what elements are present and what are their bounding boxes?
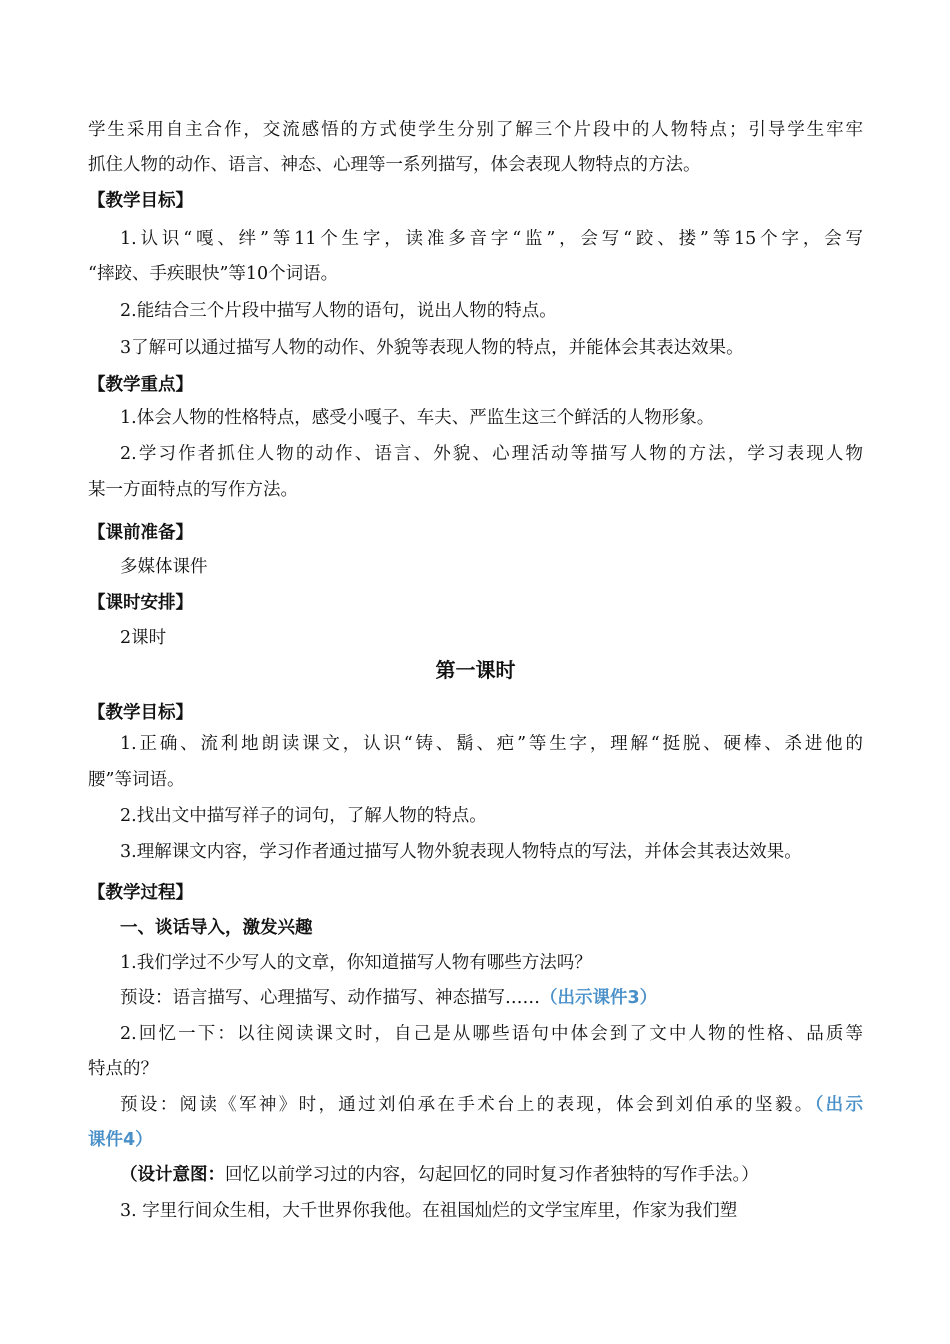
- section-heading-key-points: 【教学重点】: [88, 375, 193, 395]
- design-intent-label: （设计意图：: [120, 1165, 225, 1185]
- process-question: 3. 字里行间众生相，大千世界你我他。在祖国灿烂的文学宝库里，作家为我们塑: [120, 1201, 738, 1221]
- lesson-goal-item: 3.理解课文内容，学习作者通过描写人物外貌表现人物特点的写法，并体会其表达效果。: [120, 842, 802, 862]
- courseware-cue-continuation: 课件4）: [88, 1130, 153, 1150]
- lesson-title: 第一课时: [435, 658, 516, 682]
- lesson-goal-item: 2.找出文中描写祥子的词句，了解人物的特点。: [120, 806, 487, 826]
- section-heading-preparation: 【课前准备】: [88, 523, 193, 543]
- process-question: 2.回忆一下：以往阅读课文时，自己是从哪些语句中体会到了文中人物的性格、品质等: [120, 1024, 863, 1044]
- process-subheading: 一、谈话导入，激发兴趣: [120, 918, 313, 938]
- key-point-item-continuation: 某一方面特点的写作方法。: [88, 480, 298, 500]
- preparation-text: 多媒体课件: [120, 557, 208, 577]
- intro-paragraph-line: 学生采用自主合作，交流感悟的方式使学生分别了解三个片段中的人物特点；引导学生牢牢: [88, 120, 863, 140]
- process-answer: [120, 986, 863, 1010]
- goal-item: 3了解可以通过描写人物的动作、外貌等表现人物的特点，并能体会其表达效果。: [120, 338, 744, 358]
- key-point-item: 2.学习作者抓住人物的动作、语言、外貌、心理活动等描写人物的方法，学习表现人物: [120, 444, 863, 464]
- section-heading-process: 【教学过程】: [88, 883, 193, 903]
- section-heading-schedule: 【课时安排】: [88, 593, 193, 613]
- goal-item-continuation: “摔跤、手疾眼快”等10个词语。: [88, 264, 339, 284]
- answer-text: 预设：阅读《军神》时，通过刘伯承在手术台上的表现，体会到刘伯承的坚毅。: [120, 1095, 815, 1115]
- process-answer: [120, 1093, 863, 1117]
- lesson-goal-item-continuation: 腰”等词语。: [88, 770, 185, 790]
- design-intent-text: 回忆以前学习过的内容，勾起回忆的同时复习作者独特的写作手法。）: [225, 1165, 759, 1185]
- goal-item: 1.认识“嘎、绊”等11个生字，读准多音字“监”，会写“跤、搂”等15个字，会写: [120, 229, 863, 249]
- goal-item: 2.能结合三个片段中描写人物的语句，说出人物的特点。: [120, 301, 557, 321]
- intro-paragraph-line: 抓住人物的动作、语言、神态、心理等一系列描写，体会表现人物特点的方法。: [88, 155, 701, 175]
- courseware-cue: （出示课件3）: [540, 988, 658, 1008]
- courseware-cue: （出示: [814, 1095, 863, 1115]
- key-point-item: 1.体会人物的性格特点，感受小嘎子、车夫、严监生这三个鲜活的人物形象。: [120, 408, 715, 428]
- process-question: 1.我们学过不少写人的文章，你知道描写人物有哪些方法吗？: [120, 953, 592, 973]
- schedule-text: 2课时: [120, 628, 167, 648]
- design-intent-note: [120, 1163, 863, 1187]
- section-heading-teaching-goals: 【教学目标】: [88, 191, 193, 211]
- section-heading-lesson-goals: 【教学目标】: [88, 703, 193, 723]
- answer-text: 预设：语言描写、心理描写、动作描写、神态描写……: [120, 988, 540, 1008]
- lesson-goal-item: 1.正确、流利地朗读课文，认识“铸、鬍、疤”等生字，理解“挺脱、硬棒、杀进他的: [120, 734, 863, 754]
- process-question-continuation: 特点的？: [88, 1059, 158, 1079]
